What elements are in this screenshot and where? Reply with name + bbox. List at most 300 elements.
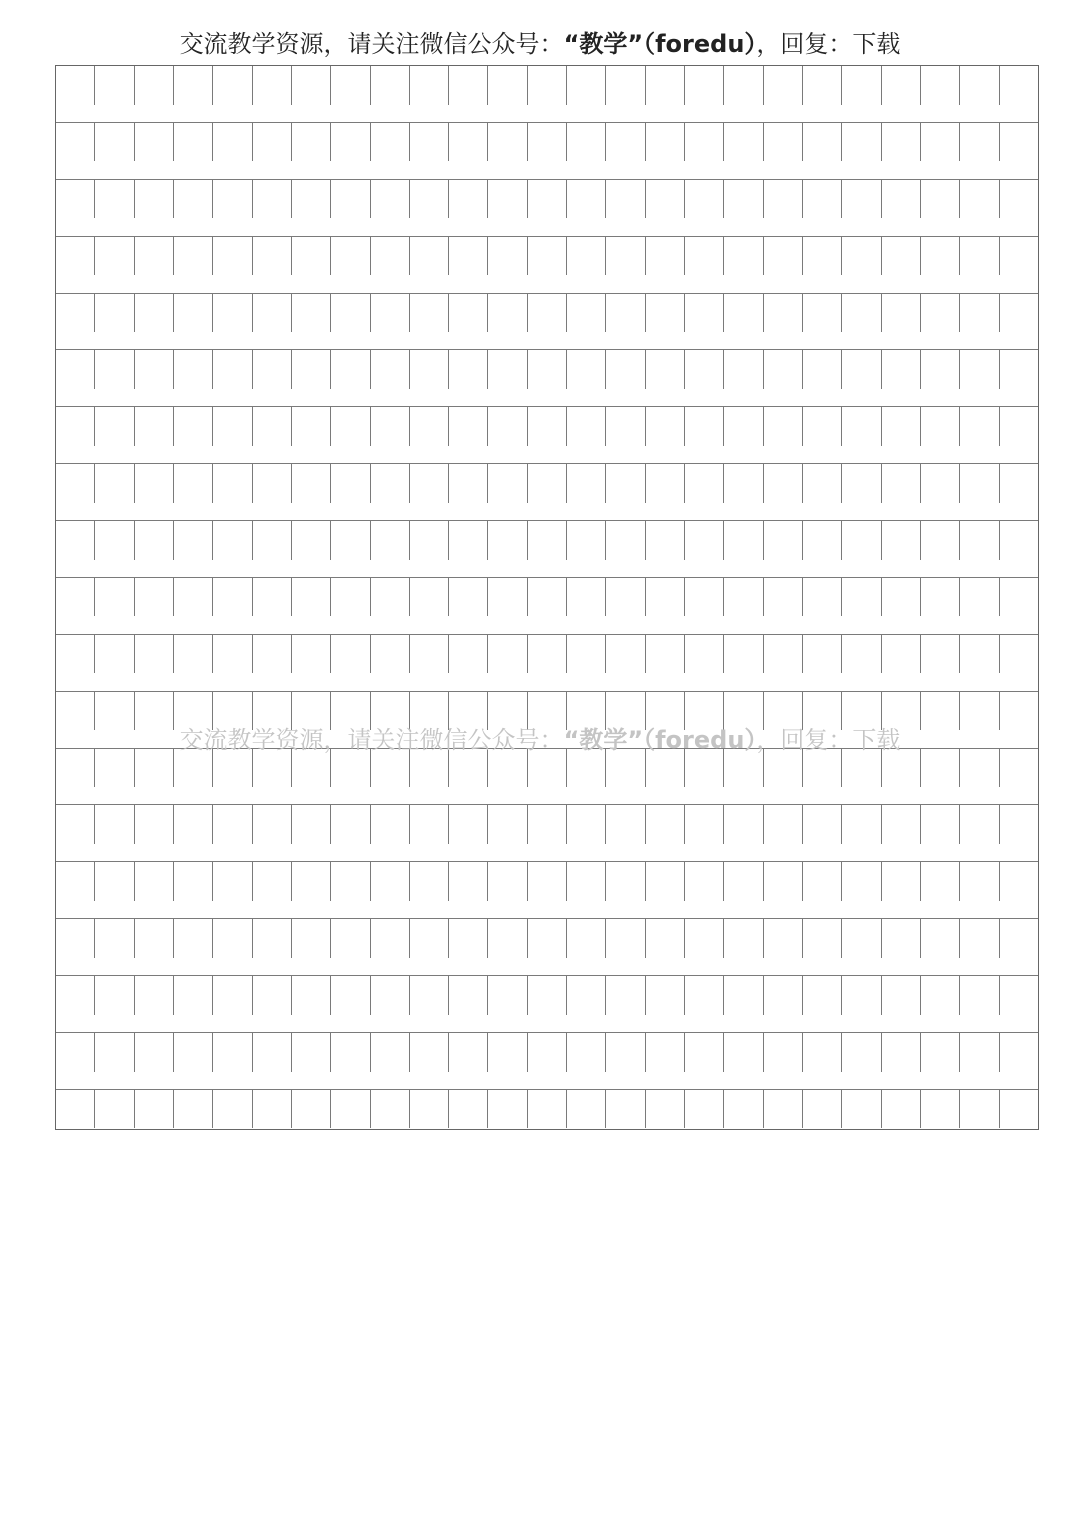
grid-cell [292,919,331,958]
grid-cell [646,805,685,844]
grid-cell [213,1033,252,1072]
grid-cell [803,1033,842,1072]
row-spacer [56,275,1038,293]
grid-cell [528,237,567,276]
row-spacer [56,901,1038,919]
grid-cell [449,1090,488,1129]
grid-cell [842,578,881,617]
row-spacer [56,1072,1038,1090]
grid-cell [95,237,134,276]
grid-cell [685,976,724,1015]
grid-cell [213,407,252,446]
grid-cell [567,294,606,333]
grid-cell [174,180,213,219]
grid-row [56,123,1038,162]
grid-row [56,521,1038,560]
grid-cell [213,976,252,1015]
grid-cell [921,350,960,389]
grid-cell [606,1090,645,1129]
row-spacer [56,218,1038,236]
grid-cell [213,180,252,219]
grid-cell [410,350,449,389]
grid-cell [213,862,252,901]
row-spacer [56,161,1038,179]
grid-cell [56,862,95,901]
grid-cell [960,1033,999,1072]
grid-cell [567,635,606,674]
grid-cell [567,237,606,276]
grid-cell [921,578,960,617]
grid-cell [213,294,252,333]
grid-cell [528,521,567,560]
grid-row [56,237,1038,276]
grid-cell [488,464,527,503]
grid-cell [253,237,292,276]
grid-cell [449,805,488,844]
grid-cell [685,180,724,219]
grid-cell [488,123,527,162]
grid-cell [449,919,488,958]
grid-cell [449,237,488,276]
grid-cell [842,1090,881,1129]
grid-cell [842,635,881,674]
grid-cell [371,1033,410,1072]
grid-cell [606,578,645,617]
grid-cell [567,66,606,105]
grid-cell [331,521,370,560]
grid-cell [882,1090,921,1129]
grid-cell [449,521,488,560]
grid-cell [213,635,252,674]
grid-cell [960,521,999,560]
grid-cell [842,919,881,958]
grid-cell [646,1033,685,1072]
grid-cell [135,635,174,674]
grid-cell [253,578,292,617]
grid-cell [960,805,999,844]
grid-cell [253,521,292,560]
grid-cell [685,66,724,105]
grid-cell [95,123,134,162]
grid-cell [567,976,606,1015]
grid-cell [292,464,331,503]
grid-cell [567,180,606,219]
grid-cell [410,1033,449,1072]
grid-cell [960,350,999,389]
grid-cell [253,976,292,1015]
grid-cell [528,862,567,901]
grid-cell [842,1033,881,1072]
grid-cell [410,1090,449,1129]
grid-cell [135,976,174,1015]
grid-cell [95,919,134,958]
grid-cell [724,919,763,958]
grid-cell [685,578,724,617]
grid-cell [606,407,645,446]
grid-cell [449,976,488,1015]
grid-cell [724,862,763,901]
grid-cell [882,407,921,446]
grid-cell [331,180,370,219]
header-note [0,28,1080,60]
grid-cell [488,66,527,105]
grid-cell [174,578,213,617]
grid-cell [371,237,410,276]
grid-cell [882,294,921,333]
grid-cell [488,862,527,901]
grid-cell [882,66,921,105]
grid-cell [410,237,449,276]
grid-cell [488,976,527,1015]
grid-cell [135,123,174,162]
grid-cell [292,1090,331,1129]
grid-cell [253,123,292,162]
grid-cell [685,123,724,162]
grid-cell [371,464,410,503]
grid-cell [882,1033,921,1072]
grid-cell [960,294,999,333]
grid-cell [331,635,370,674]
grid-cell [488,805,527,844]
grid-cell [960,123,999,162]
grid-cell [960,976,999,1015]
grid-cell [135,294,174,333]
row-spacer [56,560,1038,578]
grid-cell [842,521,881,560]
grid-cell [803,805,842,844]
grid-cell [488,180,527,219]
grid-cell [371,521,410,560]
grid-cell [724,237,763,276]
grid-cell [292,294,331,333]
grid-cell [764,180,803,219]
grid-cell [95,180,134,219]
grid-cell [135,350,174,389]
grid-cell [960,407,999,446]
grid-cell [253,66,292,105]
grid-cell [449,180,488,219]
grid-cell [253,464,292,503]
grid-cell [95,521,134,560]
watermark-note [0,724,1080,756]
grid-cell [921,862,960,901]
grid-cell [410,862,449,901]
grid-cell [95,805,134,844]
grid-cell [764,123,803,162]
grid-cell [488,350,527,389]
grid-cell [882,123,921,162]
grid-cell [56,1090,95,1129]
row-spacer [56,844,1038,862]
grid-row [56,1090,1038,1129]
grid-cell [764,635,803,674]
grid-cell [764,350,803,389]
grid-cell [56,578,95,617]
grid-cell [921,976,960,1015]
grid-cell [724,521,763,560]
grid-cell [488,521,527,560]
grid-cell [56,635,95,674]
grid-cell [56,123,95,162]
grid-cell [1000,1033,1038,1072]
grid-cell [842,464,881,503]
header-suffix: ，回复：下载 [756,30,901,58]
grid-cell [882,180,921,219]
grid-cell [331,123,370,162]
grid-cell [685,294,724,333]
grid-cell [1000,407,1038,446]
grid-cell [488,407,527,446]
grid-cell [95,294,134,333]
row-spacer [56,616,1038,634]
grid-cell [449,862,488,901]
grid-cell [842,180,881,219]
grid-cell [764,578,803,617]
grid-cell [56,805,95,844]
grid-cell [764,976,803,1015]
grid-cell [803,350,842,389]
grid-cell [685,521,724,560]
grid-cell [567,919,606,958]
grid-cell [95,1033,134,1072]
grid-cell [646,464,685,503]
grid-cell [764,1033,803,1072]
grid-cell [449,350,488,389]
grid-cell [528,350,567,389]
grid-cell [174,521,213,560]
grid-cell [371,294,410,333]
grid-row [56,294,1038,333]
grid-cell [803,862,842,901]
grid-cell [606,350,645,389]
grid-cell [213,350,252,389]
grid-cell [410,578,449,617]
grid-cell [882,578,921,617]
grid-cell [135,578,174,617]
grid-cell [842,862,881,901]
grid-cell [292,1033,331,1072]
grid-cell [292,66,331,105]
grid-cell [921,919,960,958]
grid-cell [95,1090,134,1129]
grid-cell [449,407,488,446]
grid-cell [646,976,685,1015]
grid-cell [410,976,449,1015]
grid-cell [95,635,134,674]
grid-cell [803,976,842,1015]
grid-row [56,862,1038,901]
grid-cell [488,294,527,333]
grid-cell [685,350,724,389]
grid-cell [410,66,449,105]
grid-cell [213,123,252,162]
grid-cell [842,805,881,844]
grid-cell [921,1033,960,1072]
grid-cell [488,635,527,674]
grid-cell [56,66,95,105]
watermark-account-id: （foredu） [643,726,757,754]
grid-cell [921,805,960,844]
grid-cell [803,237,842,276]
grid-cell [646,66,685,105]
grid-cell [410,635,449,674]
grid-cell [371,407,410,446]
grid-cell [882,862,921,901]
grid-cell [331,1033,370,1072]
grid-cell [803,521,842,560]
grid-cell [764,407,803,446]
grid-cell [331,66,370,105]
grid-cell [567,1033,606,1072]
grid-row [56,350,1038,389]
grid-cell [213,521,252,560]
grid-cell [213,578,252,617]
grid-cell [724,350,763,389]
grid-cell [135,407,174,446]
grid-cell [528,464,567,503]
row-spacer [56,105,1038,123]
header-account-id: （foredu） [643,30,757,58]
grid-cell [174,862,213,901]
grid-cell [921,294,960,333]
grid-cell [1000,350,1038,389]
grid-cell [1000,635,1038,674]
row-spacer [56,332,1038,350]
grid-cell [567,862,606,901]
grid-cell [882,350,921,389]
grid-cell [135,805,174,844]
grid-cell [95,862,134,901]
grid-cell [803,294,842,333]
grid-cell [960,578,999,617]
grid-cell [921,237,960,276]
grid-cell [842,237,881,276]
grid-cell [1000,66,1038,105]
grid-cell [528,123,567,162]
grid-cell [724,294,763,333]
grid-cell [685,919,724,958]
grid-cell [842,123,881,162]
grid-cell [960,464,999,503]
grid-cell [253,805,292,844]
grid-cell [410,294,449,333]
grid-cell [174,976,213,1015]
grid-cell [253,919,292,958]
grid-cell [331,976,370,1015]
grid-cell [724,123,763,162]
grid-cell [253,1090,292,1129]
grid-row [56,578,1038,617]
grid-row [56,407,1038,446]
grid-cell [174,464,213,503]
grid-cell [135,464,174,503]
grid-cell [528,294,567,333]
grid-cell [882,464,921,503]
grid-cell [371,578,410,617]
grid-cell [253,350,292,389]
grid-cell [56,976,95,1015]
grid-row [56,1033,1038,1072]
grid-cell [292,862,331,901]
grid-cell [646,350,685,389]
grid-cell [292,578,331,617]
grid-cell [331,1090,370,1129]
grid-cell [135,237,174,276]
grid-cell [1000,123,1038,162]
grid-cell [1000,976,1038,1015]
grid-cell [606,635,645,674]
watermark-prefix: 交流教学资源，请关注微信公众号： [179,726,564,754]
grid-cell [449,123,488,162]
grid-cell [646,294,685,333]
grid-cell [331,237,370,276]
grid-cell [410,407,449,446]
grid-cell [685,237,724,276]
grid-cell [803,407,842,446]
grid-cell [606,862,645,901]
grid-cell [764,1090,803,1129]
grid-cell [488,578,527,617]
row-spacer [56,446,1038,464]
grid-cell [95,407,134,446]
grid-cell [882,521,921,560]
grid-cell [764,294,803,333]
grid-cell [646,1090,685,1129]
row-spacer [56,958,1038,976]
grid-cell [410,123,449,162]
grid-cell [960,180,999,219]
grid-cell [410,805,449,844]
grid-cell [488,1033,527,1072]
grid-cell [292,635,331,674]
grid-cell [449,1033,488,1072]
grid-cell [882,237,921,276]
grid-cell [253,294,292,333]
grid-cell [882,805,921,844]
grid-cell [842,976,881,1015]
grid-cell [685,1033,724,1072]
grid-cell [174,1033,213,1072]
grid-cell [1000,805,1038,844]
grid-cell [724,976,763,1015]
grid-cell [174,635,213,674]
grid-cell [803,180,842,219]
grid-cell [253,1033,292,1072]
grid-cell [724,1033,763,1072]
grid-cell [449,66,488,105]
grid-cell [646,407,685,446]
grid-cell [135,180,174,219]
grid-cell [174,350,213,389]
grid-cell [960,66,999,105]
grid-cell [292,180,331,219]
grid-cell [528,635,567,674]
grid-cell [803,66,842,105]
grid-cell [174,237,213,276]
grid-cell [371,123,410,162]
grid-cell [174,294,213,333]
grid-cell [724,180,763,219]
grid-cell [292,407,331,446]
grid-cell [960,237,999,276]
grid-cell [921,464,960,503]
grid-cell [724,407,763,446]
grid-cell [606,294,645,333]
grid-cell [567,407,606,446]
grid-cell [606,66,645,105]
grid-cell [56,350,95,389]
grid-cell [724,1090,763,1129]
